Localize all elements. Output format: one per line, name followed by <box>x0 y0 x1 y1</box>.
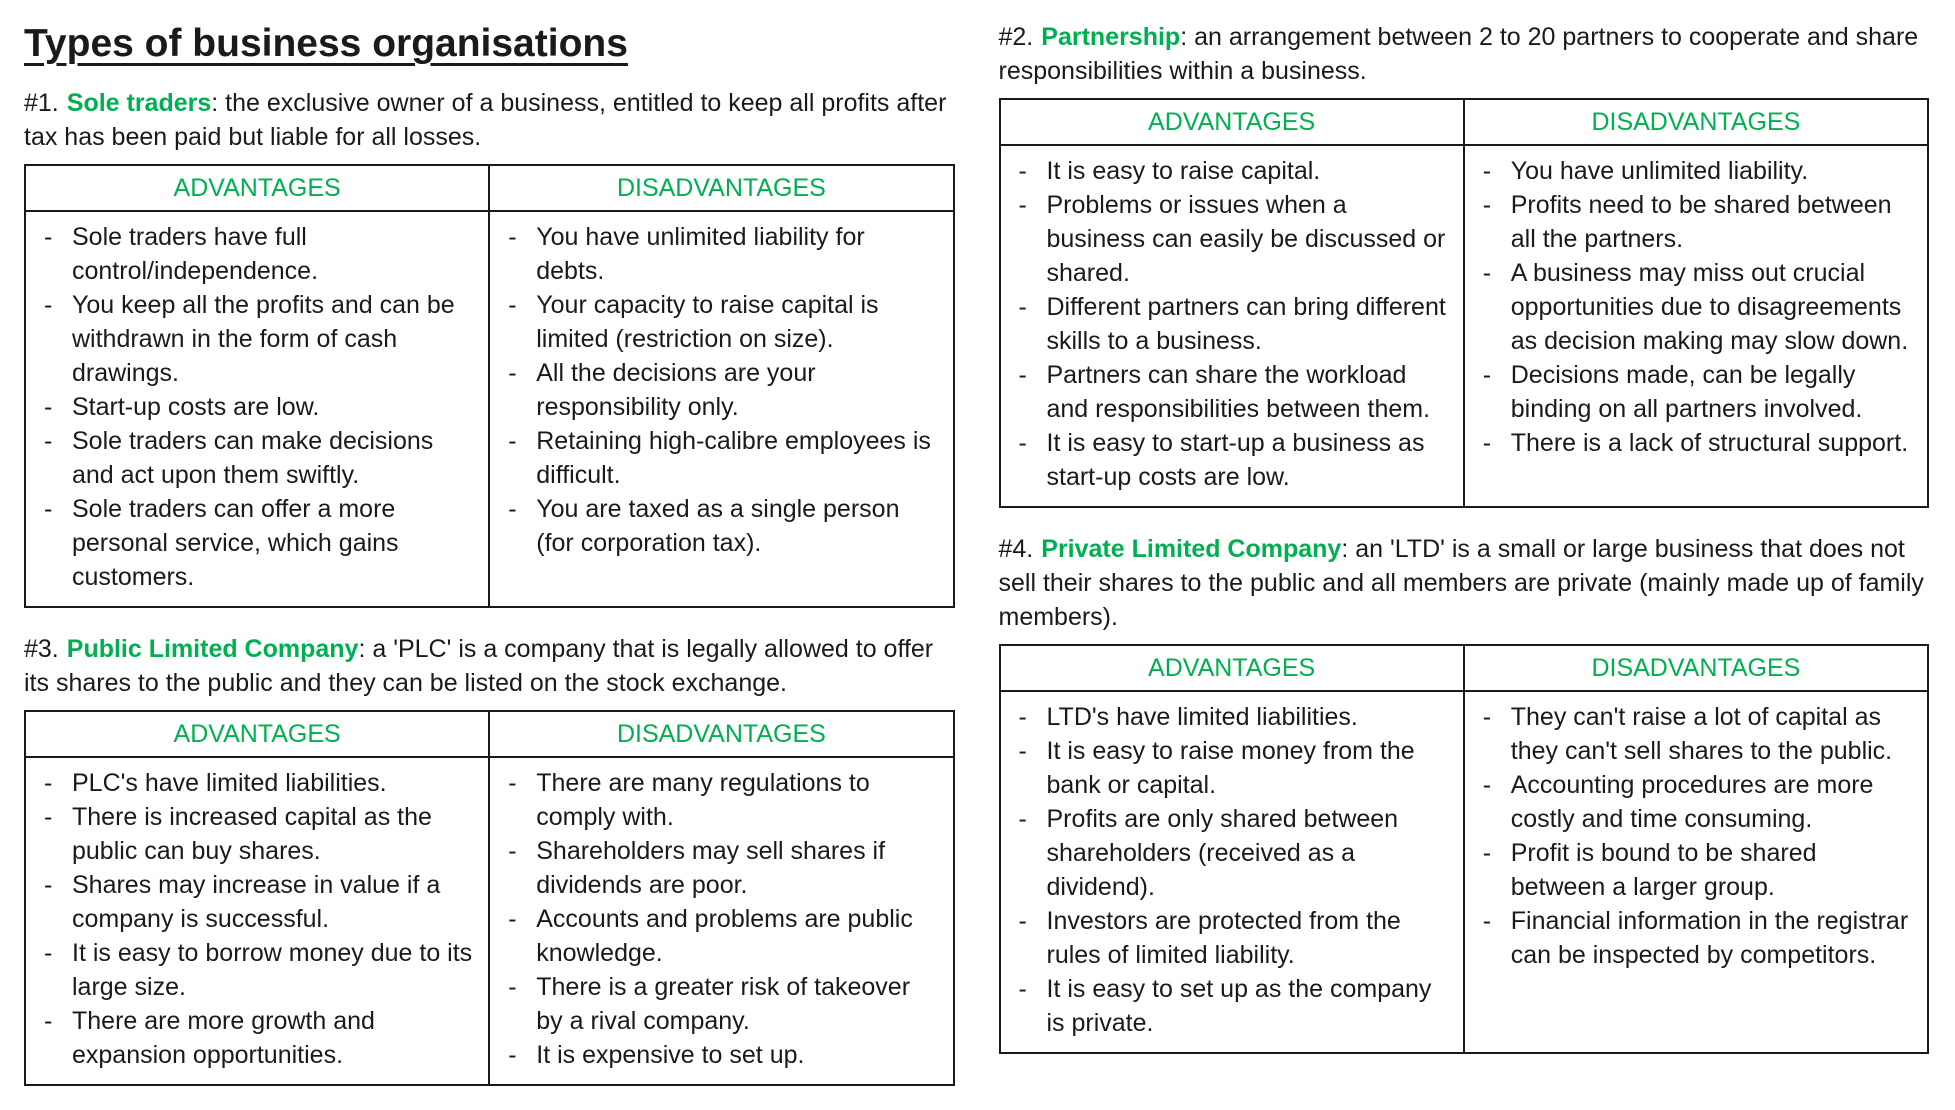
section-heading <box>999 532 1930 634</box>
bullet-item: - It is easy to set up as the company is private. <box>1013 972 1449 1040</box>
bullet-item: - Start-up costs are low. <box>38 390 474 424</box>
section-term: Public Limited Company <box>66 635 359 663</box>
bullet-item: - You have unlimited liability. <box>1477 154 1913 188</box>
bullet-item: - Sole traders have full control/independence. <box>38 220 474 288</box>
bullet-item: - All the decisions are your responsibility only. <box>502 356 938 424</box>
advantages-disadvantages-table <box>999 98 1930 508</box>
bullet-item: - Retaining high-calibre employees is difficult. <box>502 424 938 492</box>
section-definition: : the exclusive owner of a business, entitled to keep all profits after tax has been paid but liable for all losses. <box>24 89 947 151</box>
section-term: Partnership <box>1041 23 1181 51</box>
bullet-item: - There are more growth and expansion opportunities. <box>38 1004 474 1072</box>
section-private-limited-company <box>999 532 1930 1054</box>
advantages-cell <box>1000 691 1464 1053</box>
left-column <box>24 20 955 1110</box>
section-definition: : an arrangement between 2 to 20 partners to cooperate and share responsibilities within a business. <box>998 23 1919 85</box>
disadvantages-list <box>1477 700 1913 972</box>
advantages-cell <box>25 211 489 607</box>
section-heading <box>24 86 955 154</box>
disadvantages-list <box>1477 154 1913 460</box>
disadvantages-list <box>502 766 938 1072</box>
bullet-item: - Investors are protected from the rules of limited liability. <box>1013 904 1449 972</box>
advantages-header: ADVANTAGES <box>1000 645 1464 691</box>
disadvantages-header: DISADVANTAGES <box>1464 645 1928 691</box>
bullet-item: - Profits are only shared between shareholders (received as a dividend). <box>1013 802 1449 904</box>
section-term: Sole traders <box>66 89 212 117</box>
section-definition: : an 'LTD' is a small or large business that does not sell their shares to the public and all members are private (mainly made up of family members). <box>998 535 1924 631</box>
bullet-item: - It is easy to borrow money due to its large size. <box>38 936 474 1004</box>
bullet-item: - Partners can share the workload and responsibilities between them. <box>1013 358 1449 426</box>
disadvantages-cell <box>1464 691 1928 1053</box>
page-title: Types of business organisations <box>24 22 628 65</box>
section-sole-traders <box>24 86 955 608</box>
bullet-item: - Profits need to be shared between all the partners. <box>1477 188 1913 256</box>
disadvantages-list <box>502 220 938 560</box>
bullet-item: - There are many regulations to comply with. <box>502 766 938 834</box>
bullet-item: - Different partners can bring different skills to a business. <box>1013 290 1449 358</box>
bullet-item: - Profit is bound to be shared between a larger group. <box>1477 836 1913 904</box>
advantages-list <box>38 766 474 1072</box>
disadvantages-cell <box>1464 145 1928 507</box>
section-number: #3. <box>24 635 59 663</box>
disadvantages-header: DISADVANTAGES <box>1464 99 1928 145</box>
disadvantages-cell <box>489 211 953 607</box>
disadvantages-cell <box>489 757 953 1085</box>
section-heading <box>999 20 1930 88</box>
right-column <box>999 20 1930 1110</box>
advantages-cell <box>1000 145 1464 507</box>
bullet-item: - You are taxed as a single person (for corporation tax). <box>502 492 938 560</box>
bullet-item: - You have unlimited liability for debts. <box>502 220 938 288</box>
section-number: #2. <box>998 23 1034 51</box>
bullet-item: - You keep all the profits and can be withdrawn in the form of cash drawings. <box>38 288 474 390</box>
advantages-list <box>38 220 474 594</box>
section-term: Private Limited Company <box>1041 535 1342 563</box>
advantages-header: ADVANTAGES <box>1000 99 1464 145</box>
bullet-item: - Decisions made, can be legally binding on all partners involved. <box>1477 358 1913 426</box>
bullet-item: - There is a greater risk of takeover by a rival company. <box>502 970 938 1038</box>
bullet-item: - Shares may increase in value if a company is successful. <box>38 868 474 936</box>
bullet-item: - Accounts and problems are public knowledge. <box>502 902 938 970</box>
disadvantages-header: DISADVANTAGES <box>489 711 953 757</box>
advantages-header: ADVANTAGES <box>25 165 489 211</box>
bullet-item: - It is easy to raise money from the bank or capital. <box>1013 734 1449 802</box>
advantages-cell <box>25 757 489 1085</box>
advantages-disadvantages-table <box>24 710 955 1086</box>
bullet-item: - It is easy to raise capital. <box>1013 154 1449 188</box>
section-partnership <box>999 20 1930 508</box>
bullet-item: - Sole traders can make decisions and act upon them swiftly. <box>38 424 474 492</box>
advantages-list <box>1013 154 1449 494</box>
bullet-item: - There is increased capital as the public can buy shares. <box>38 800 474 868</box>
bullet-item: - Problems or issues when a business can easily be discussed or shared. <box>1013 188 1449 290</box>
section-public-limited-company <box>24 632 955 1086</box>
bullet-item: - They can't raise a lot of capital as they can't sell shares to the public. <box>1477 700 1913 768</box>
bullet-item: - Shareholders may sell shares if dividends are poor. <box>502 834 938 902</box>
advantages-list <box>1013 700 1449 1040</box>
bullet-item: - PLC's have limited liabilities. <box>38 766 474 800</box>
section-heading <box>24 632 955 700</box>
section-number: #1. <box>24 89 59 117</box>
bullet-item: - Your capacity to raise capital is limited (restriction on size). <box>502 288 938 356</box>
disadvantages-header: DISADVANTAGES <box>489 165 953 211</box>
bullet-item: - A business may miss out crucial opportunities due to disagreements as decision making may slow down. <box>1477 256 1913 358</box>
section-number: #4. <box>998 535 1034 563</box>
advantages-header: ADVANTAGES <box>25 711 489 757</box>
bullet-item: - It is easy to start-up a business as start-up costs are low. <box>1013 426 1449 494</box>
bullet-item: - It is expensive to set up. <box>502 1038 938 1072</box>
bullet-item: - Accounting procedures are more costly and time consuming. <box>1477 768 1913 836</box>
bullet-item: - Sole traders can offer a more personal service, which gains customers. <box>38 492 474 594</box>
bullet-item: - There is a lack of structural support. <box>1477 426 1913 460</box>
advantages-disadvantages-table <box>24 164 955 608</box>
section-definition: : a 'PLC' is a company that is legally allowed to offer its shares to the public and they can be listed on the stock exchange. <box>24 635 934 697</box>
bullet-item: - Financial information in the registrar can be inspected by competitors. <box>1477 904 1913 972</box>
advantages-disadvantages-table <box>999 644 1930 1054</box>
bullet-item: - LTD's have limited liabilities. <box>1013 700 1449 734</box>
